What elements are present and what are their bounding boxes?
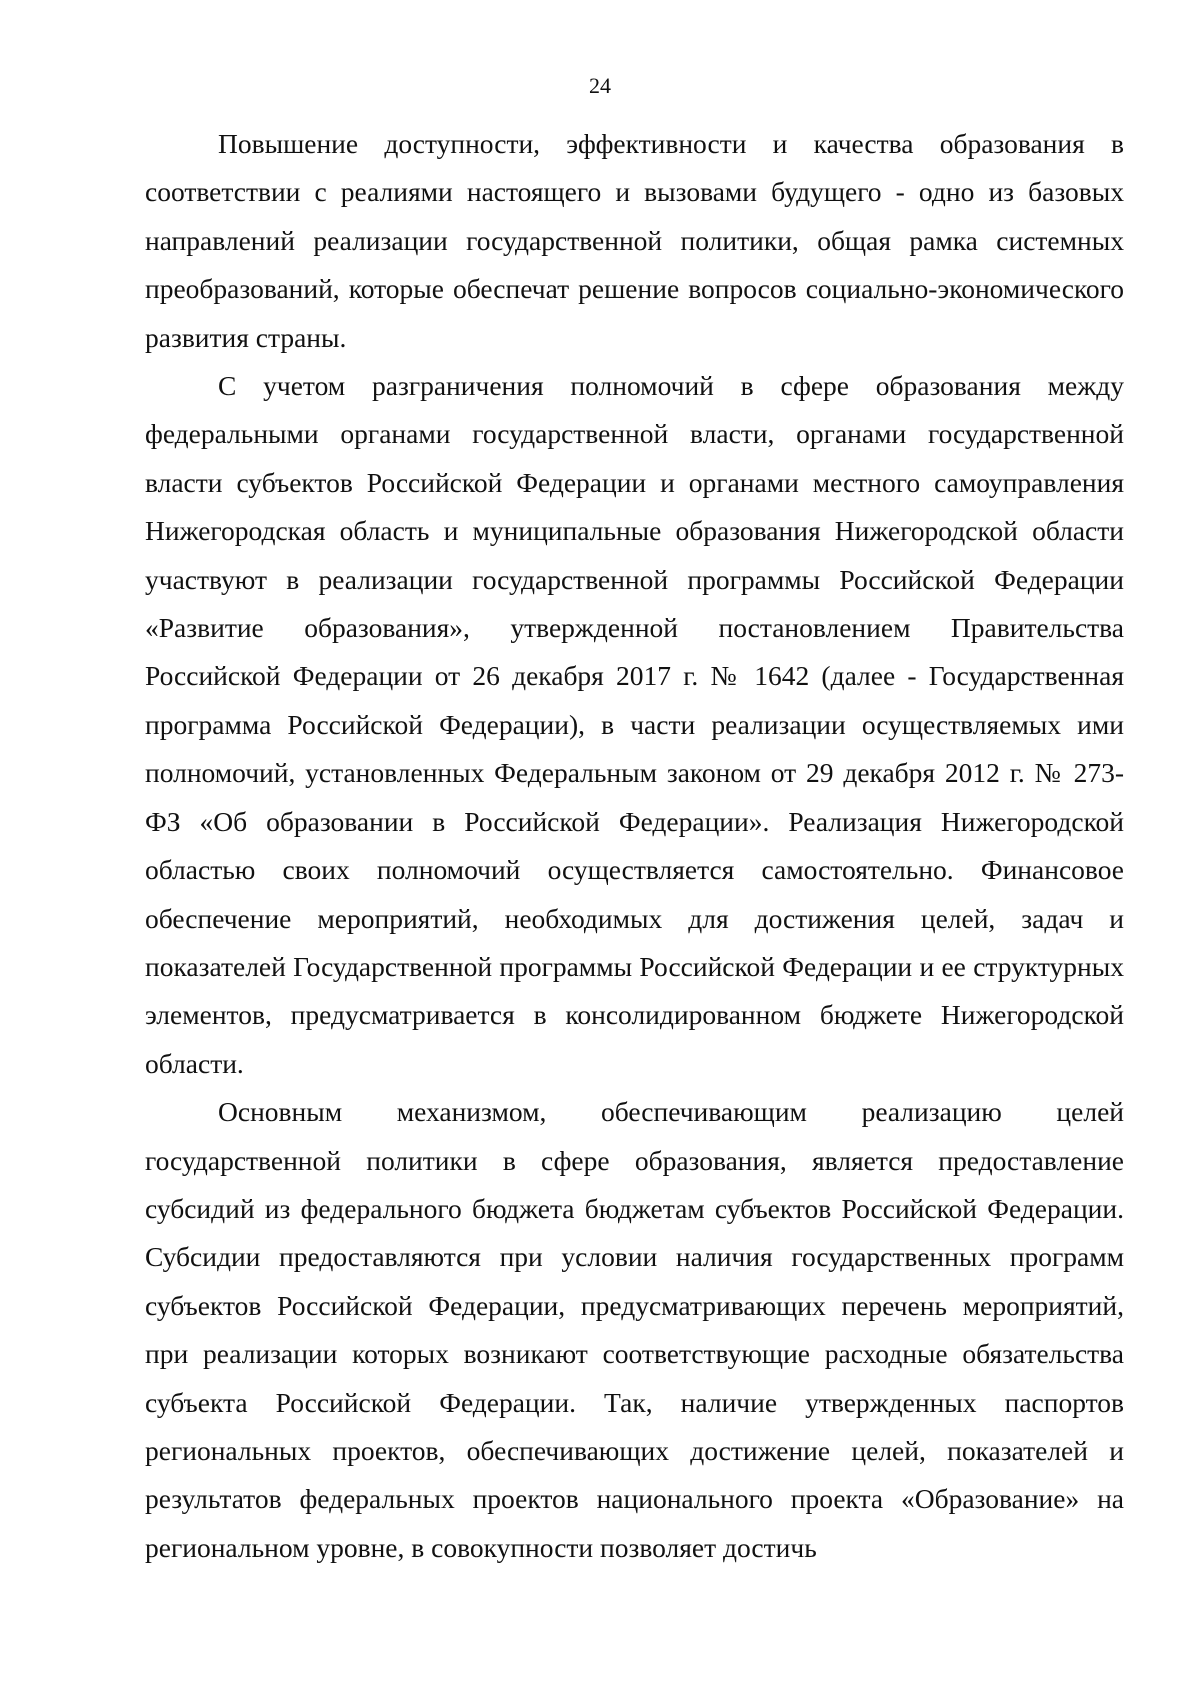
page-number: 24 bbox=[589, 73, 611, 98]
paragraph-subsidies-mechanism: Основным механизмом, обеспечивающим реализацию целей государственной политики в сфере образования, является предоставление субсидий из федерального бюджета бюджетам субъектов Российской Федерации. Субсидии предоставляются при условии наличия государственных программ субъектов Российской Федерации, предусматривающих перечень мероприятий, при реализации которых возникают соответствующие расходные обязательства субъекта Российской Федерации. Так, наличие утвержденных паспортов региональных проектов, обеспечивающих достижение целей, показателей и результатов федеральных проектов национального проекта «Образование» на региональном уровне, в совокупности позволяет достичь bbox=[145, 1096, 1124, 1563]
document-body bbox=[145, 120, 1124, 1572]
paragraph-powers-delimitation: С учетом разграничения полномочий в сфере образования между федеральными органами государственной власти, органами государственной власти субъектов Российской Федерации и органами местного самоуправления Нижегородская область и муниципальные образования Нижегородской области участвуют в реализации государственной программы Российской Федерации «Развитие образования», утвержденной постановлением Правительства Российской Федерации от 26 декабря 2017 г. № 1642 (далее - Государственная программа Российской Федерации), в части реализации осуществляемых ими полномочий, установленных Федеральным законом от 29 декабря 2012 г. № 273-ФЗ «Об образовании в Российской Федерации». Реализация Нижегородской областью своих полномочий осуществляется самостоятельно. Финансовое обеспечение мероприятий, необходимых для достижения целей, задач и показателей Государственной программы Российской Федерации и ее структурных элементов, предусматривается в консолидированном бюджете Нижегородской области. bbox=[145, 370, 1124, 1079]
paragraph-education-accessibility: Повышение доступности, эффективности и качества образования в соответствии с реалиями настоящего и вызовами будущего - одно из базовых направлений реализации государственной политики, общая рамка системных преобразований, которые обеспечат решение вопросов социально-экономического развития страны. bbox=[145, 128, 1124, 353]
